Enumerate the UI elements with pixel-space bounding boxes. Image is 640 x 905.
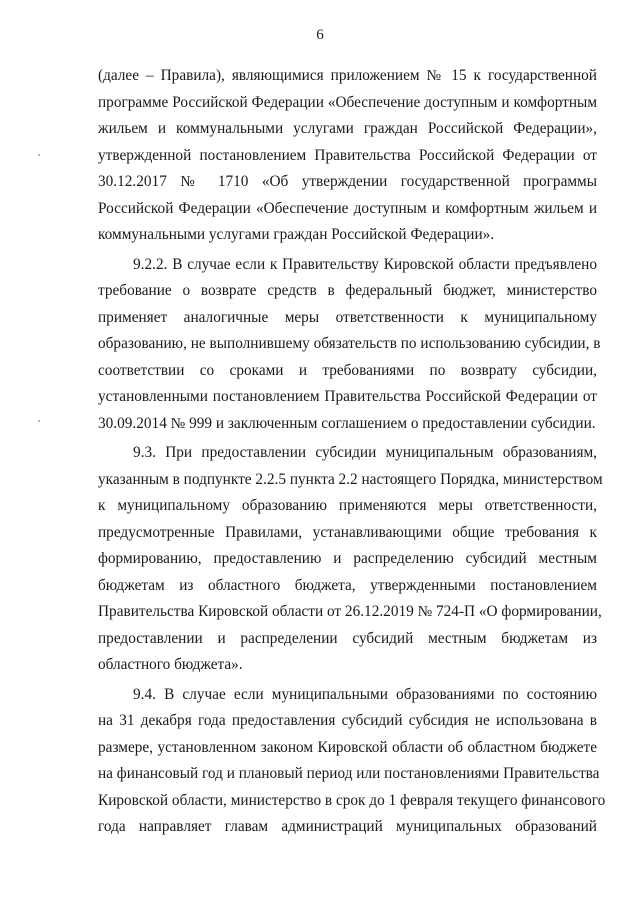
text-line: применяет аналогичные меры ответственности к муниципальному bbox=[98, 308, 597, 326]
text-line: коммунальными услугами граждан Российской Федерации». bbox=[98, 226, 495, 243]
text-line: установленными постановлением Правительства Российской Федерации от bbox=[98, 388, 597, 405]
scan-speck bbox=[38, 420, 40, 422]
text-line: формированию, предоставлению и распределению субсидий местным bbox=[98, 550, 597, 567]
text-line: программе Российской Федерации «Обеспечение доступным и комфортным bbox=[98, 93, 597, 111]
text-line: указанным в подпункте 2.2.5 пункта 2.2 настоящего Порядка, министерством bbox=[98, 470, 603, 488]
text-line: (далее – Правила), являющимися приложением № 15 к государственной bbox=[98, 67, 597, 84]
paragraph-9-3 bbox=[98, 440, 603, 679]
text-line: жильем и коммунальными услугами граждан Российской Федерации», bbox=[98, 120, 597, 137]
text-line: образованию, не выполнившему обязательств по использованию субсидии, в bbox=[98, 335, 601, 352]
paragraph-9-4 bbox=[98, 682, 606, 841]
text-line: предоставлении и распределении субсидий местным бюджетам из bbox=[98, 629, 597, 647]
text-line: областного бюджета». bbox=[98, 656, 243, 673]
text-line: Российской Федерации «Обеспечение доступным и комфортным жильем и bbox=[98, 199, 597, 217]
text-line: на финансовый год и плановый период или постановлениями Правительства bbox=[98, 765, 600, 782]
text-line: года направляет главам администраций муниципальных образований bbox=[98, 818, 597, 835]
text-line: требование о возврате средств в федеральный бюджет, министерство bbox=[98, 282, 597, 299]
text-line: Кировской области, министерство в срок до 1 февраля текущего финансового bbox=[98, 791, 606, 809]
text-line: бюджетам из областного бюджета, утвержденными постановлением bbox=[98, 576, 597, 594]
text-line: на 31 декабря года предоставления субсидий субсидия не использована в bbox=[98, 712, 597, 729]
text-line: 9.4. В случае если муниципальными образованиями по состоянию bbox=[133, 685, 597, 703]
text-line: 9.2.2. В случае если к Правительству Кировской области предъявлено bbox=[133, 255, 597, 273]
text-line: предусмотренные Правилами, устанавливающими общие требования к bbox=[98, 523, 597, 541]
text-line: соответствии со сроками и требованиями по возврату субсидии, bbox=[98, 361, 597, 379]
text-line: 30.12.2017 № 1710 «Об утверждении государственной программы bbox=[98, 173, 597, 190]
text-line: утвержденной постановлением Правительства Российской Федерации от bbox=[98, 146, 597, 164]
scan-speck bbox=[38, 154, 40, 156]
text-line: к муниципальному образованию применяются меры ответственности, bbox=[98, 497, 597, 514]
paragraph-rules-reference bbox=[98, 63, 597, 249]
text-line: Правительства Кировской области от 26.12.2019 № 724-П «О формировании, bbox=[98, 603, 602, 620]
document-body bbox=[98, 63, 606, 841]
text-line: размере, установленном законом Кировской области об областном бюджете bbox=[98, 738, 597, 756]
paragraph-9-2-2 bbox=[98, 252, 601, 438]
text-line: 30.09.2014 № 999 и заключенным соглашением о предоставлении субсидии. bbox=[98, 414, 596, 432]
page-number: 6 bbox=[316, 27, 324, 43]
text-line: 9.3. При предоставлении субсидии муниципальным образованиям, bbox=[133, 444, 597, 461]
